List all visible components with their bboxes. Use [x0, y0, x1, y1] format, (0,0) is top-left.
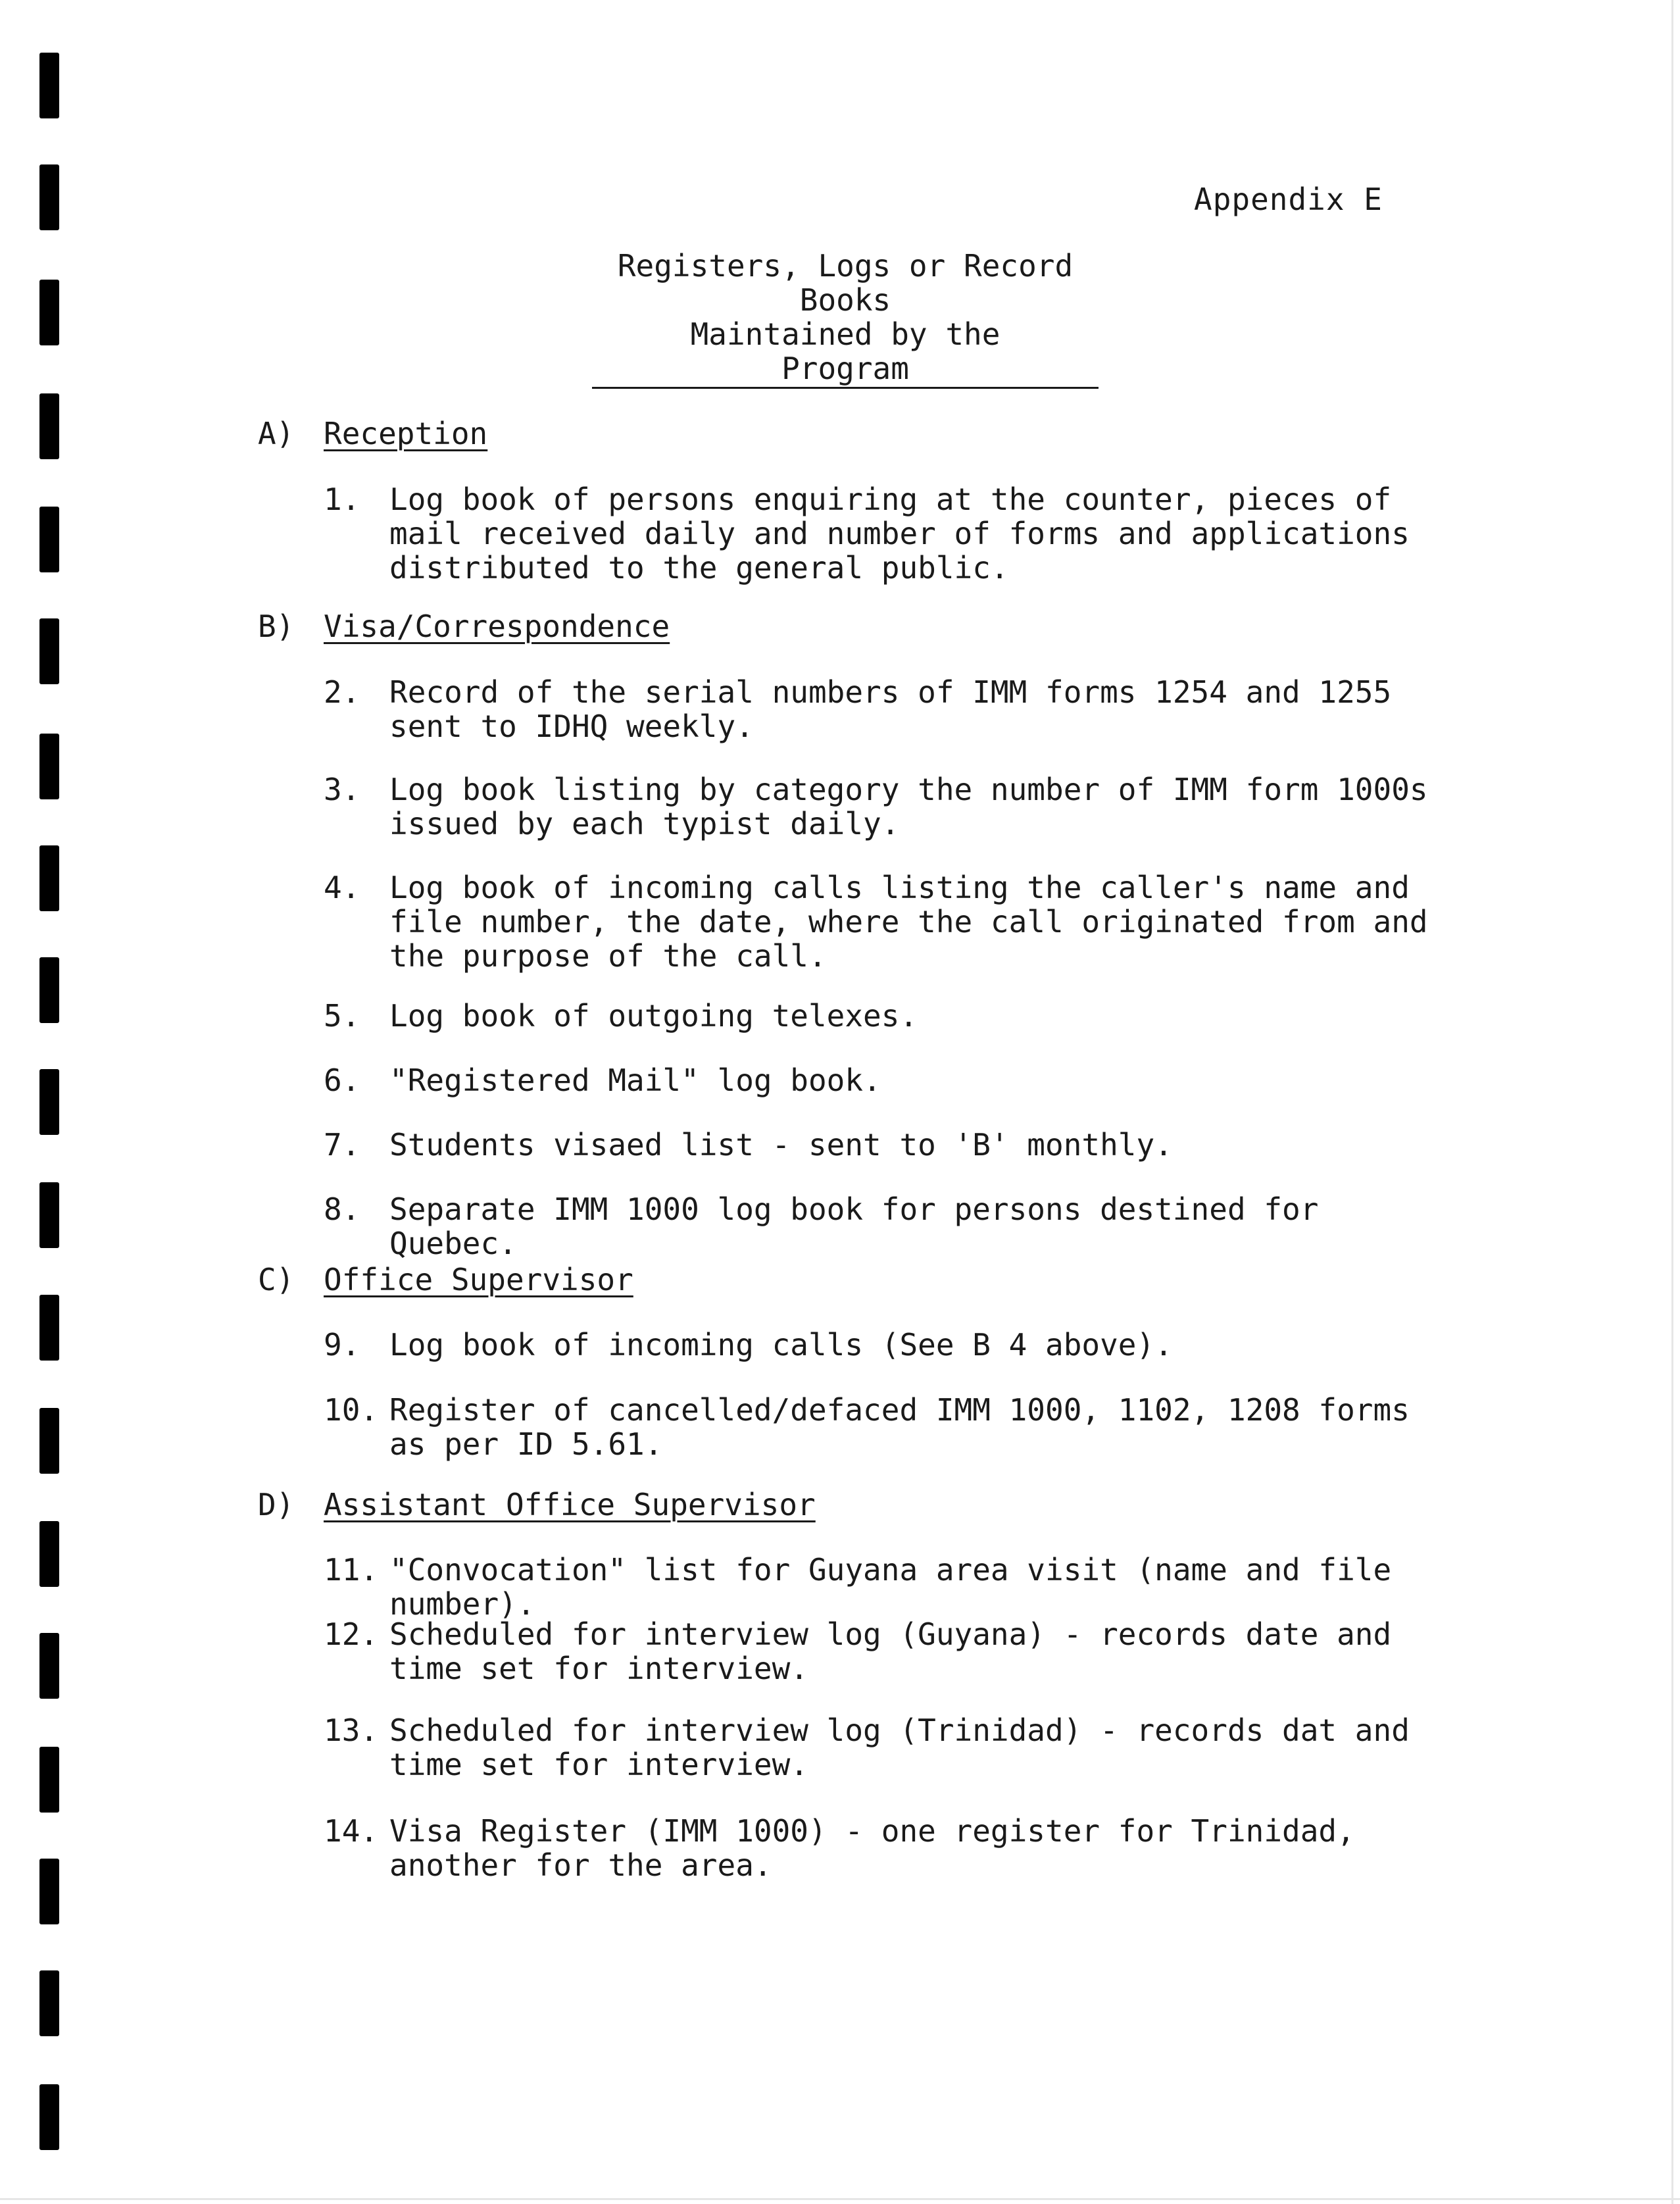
section-heading: Visa/Correspondence [324, 609, 670, 644]
item-text: Register of cancelled/defaced IMM 1000, 1102, 1208 forms as per ID 5.61. [389, 1392, 1410, 1462]
item-text: Record of the serial numbers of IMM forms 1254 and 1255 sent to IDHQ weekly. [389, 674, 1392, 744]
binder-hole [39, 53, 59, 118]
item-number: 12. [324, 1616, 379, 1652]
item-text: Log book of outgoing telexes. [389, 998, 918, 1034]
binder-hole [39, 164, 59, 230]
list-item [324, 1128, 1455, 1162]
list-item [324, 1814, 1455, 1882]
section-letter: B) [258, 609, 295, 644]
item-number: 3. [324, 772, 360, 807]
binder-hole [39, 1859, 59, 1924]
item-text: Separate IMM 1000 log book for persons destined for Quebec. [389, 1191, 1319, 1261]
item-number: 7. [324, 1127, 360, 1163]
binder-hole [39, 2084, 59, 2150]
item-number: 14. [324, 1813, 379, 1849]
item-number: 9. [324, 1327, 360, 1363]
title-line-2: Maintained by the Program [592, 317, 1099, 389]
item-text: Log book of incoming calls listing the caller's name and file number, the date, where the call originated from and the purpose of the call. [389, 870, 1428, 974]
section-heading: Assistant Office Supervisor [324, 1487, 816, 1522]
section-letter: C) [258, 1262, 295, 1297]
section-d-header [258, 1487, 816, 1522]
page-edge-right [1671, 0, 1673, 2204]
binder-hole [39, 1069, 59, 1135]
section-heading: Reception [324, 416, 488, 451]
binder-hole [39, 1633, 59, 1699]
section-heading: Office Supervisor [324, 1262, 633, 1297]
title-line-1: Registers, Logs or Record Books [617, 248, 1074, 318]
list-item [324, 675, 1455, 743]
list-item [324, 1192, 1455, 1261]
binder-hole [39, 507, 59, 572]
binder-hole [39, 1182, 59, 1248]
section-a-header [258, 416, 487, 451]
binder-hole [39, 845, 59, 911]
item-text: Scheduled for interview log (Trinidad) - records dat and time set for interview. [389, 1713, 1410, 1782]
list-item [324, 870, 1455, 973]
item-number: 5. [324, 998, 360, 1034]
binder-hole [39, 957, 59, 1023]
section-b-header [258, 609, 670, 644]
item-number: 2. [324, 674, 360, 710]
item-text: Students visaed list - sent to 'B' monthly. [389, 1127, 1173, 1163]
section-letter: D) [258, 1487, 295, 1522]
page-edge-bottom [0, 2198, 1680, 2200]
section-c-header [258, 1262, 633, 1297]
binder-hole [39, 393, 59, 459]
list-item [324, 1063, 1455, 1097]
item-number: 6. [324, 1063, 360, 1098]
item-text: Log book of persons enquiring at the counter, pieces of mail received daily and number of forms and applications distributed to the general public. [389, 482, 1410, 586]
item-number: 4. [324, 870, 360, 905]
item-text: "Convocation" list for Guyana area visit (name and file number). [389, 1552, 1392, 1622]
item-number: 13. [324, 1713, 379, 1748]
list-item [324, 1553, 1455, 1621]
item-text: Visa Register (IMM 1000) - one register for Trinidad, another for the area. [389, 1813, 1355, 1883]
binder-hole [39, 280, 59, 345]
binder-hole [39, 1408, 59, 1474]
list-item [324, 482, 1455, 585]
item-text: Log book listing by category the number of IMM form 1000s issued by each typist daily. [389, 772, 1428, 841]
item-number: 8. [324, 1191, 360, 1227]
binder-hole [39, 1521, 59, 1587]
list-item [324, 1713, 1455, 1782]
list-item [324, 1617, 1455, 1686]
binder-hole [39, 734, 59, 799]
item-number: 1. [324, 482, 360, 517]
page-title [592, 249, 1099, 389]
list-item [324, 999, 1455, 1033]
list-item [324, 1328, 1455, 1362]
section-letter: A) [258, 416, 295, 451]
item-number: 11. [324, 1552, 379, 1588]
item-text: Log book of incoming calls (See B 4 above). [389, 1327, 1173, 1363]
binder-hole [39, 618, 59, 684]
item-text: "Registered Mail" log book. [389, 1063, 881, 1098]
list-item [324, 772, 1455, 841]
item-number: 10. [324, 1392, 379, 1428]
binder-hole [39, 1295, 59, 1361]
binder-hole [39, 1970, 59, 2036]
list-item [324, 1393, 1455, 1461]
binder-hole [39, 1747, 59, 1813]
appendix-label: Appendix E [1194, 182, 1383, 217]
item-text: Scheduled for interview log (Guyana) - records date and time set for interview. [389, 1616, 1392, 1686]
